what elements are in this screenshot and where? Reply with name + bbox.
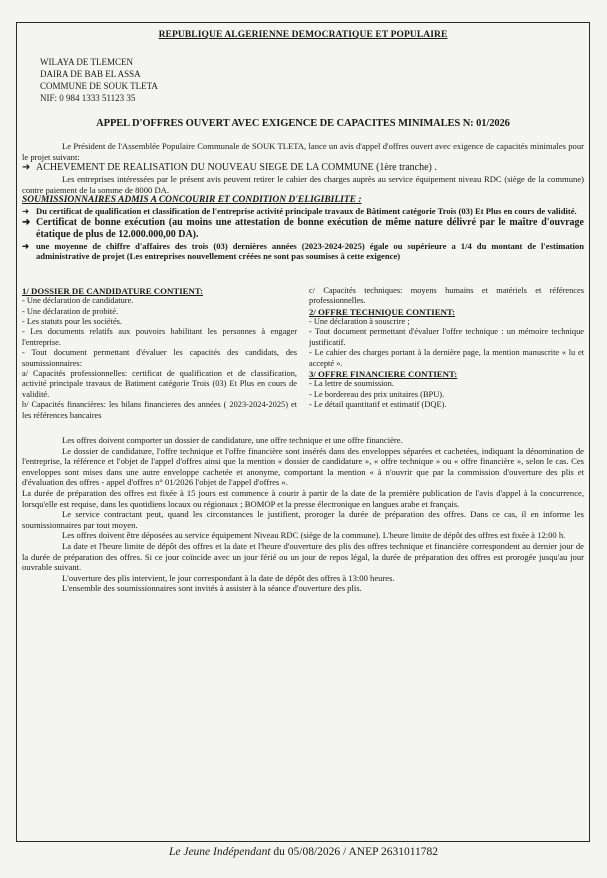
technical-item: - Le cahier des charges portant à la dernière page, la mention manuscrite « lu et accepté ». bbox=[309, 348, 584, 368]
financial-item: - Le bordereau des prix unitaires (BPU). bbox=[309, 389, 445, 399]
notice-title: APPEL D'OFFRES OUVERT AVEC EXIGENCE DE CAPACITES MINIMALES N: 01/2026 bbox=[96, 118, 510, 129]
publication-date: 05/08/2026 bbox=[287, 846, 341, 858]
procedure-paragraph: L'ouverture des plis intervient, le jour correspondant à la date de dépôt des offres à 13:00 heures. bbox=[62, 572, 395, 583]
newspaper-name: Le Jeune Indépendant bbox=[168, 846, 271, 858]
condition-item bbox=[22, 241, 584, 262]
financial-item: - La lettre de soumission. bbox=[309, 379, 394, 389]
technical-item: - Tout document permettant d'évaluer l'offre technique : un mémoire technique justificatif. bbox=[309, 327, 584, 347]
condition-text: Certificat de bonne exécution (au moins une attestation de bonne exécution de même nature délivré par le maître d'ouvrage étatique de plus de 12.000.000,00 DA). bbox=[36, 216, 584, 240]
project-item bbox=[22, 162, 584, 174]
arrow-bullet-icon: ➜ bbox=[22, 216, 31, 228]
notice-content bbox=[22, 27, 584, 594]
condition-item bbox=[22, 206, 584, 217]
procedure-paragraph: La date et l'heure limite de dépôt des offres et la date et l'heure d'ouverture des plis des offres technique et financière correspondent au dernier jour de la durée de préparation des offres. Si ce jour coïncide avec un jour férié ou un jour de repos légal, la durée de préparation des offres est prorogée jusqu'au jour ouvrable suivant. bbox=[22, 540, 584, 573]
technical-item: - Une déclaration à souscrire ; bbox=[309, 316, 410, 326]
condition-text: Du certificat de qualification et classification de l'entreprise activité principale travaux de Bâtiment catégorie Trois (03) Et Plus en cours de validité. bbox=[36, 205, 577, 216]
footer-separator: / bbox=[340, 846, 349, 858]
intro-paragraph: Le Président de l'Assemblée Populaire Communale de SOUK TLETA, lance un avis d'appel d'offres ouvert avec exigence de capacités minimales pour le projet suivant: bbox=[22, 141, 584, 162]
republic-heading: REPUBLIQUE ALGERIENNE DEMOCRATIQUE ET POPULAIRE bbox=[158, 30, 448, 40]
arrow-bullet-icon: ➜ bbox=[22, 205, 30, 216]
candidature-item: - Les documents relatifs aux pouvoirs habilitant les personnes à engager l'entreprise. bbox=[22, 327, 297, 347]
conditions-heading: SOUMISSIONNAIRES ADMIS A CONCOURIR ET CONDITION D'ELIGIBILITE : bbox=[22, 195, 362, 206]
procedure-paragraph: L'ensemble des soumissionnaires sont invités à assister à la séance d'ouverture des plis. bbox=[62, 583, 362, 594]
candidature-item: a/ Capacités professionnelles: certificat de qualification et de classification, activité principale travaux de Batiment catégorie Trois (03) Et Plus en cours de validité. bbox=[22, 369, 297, 399]
publication-footer bbox=[0, 846, 607, 858]
procedure-paragraph: La durée de préparation des offres est fixée à 15 jours est commence à courir à partir de la date de la première publication de l'avis d'appel à la concurrence, lorsqu'elle est requise, dans les quotidiens locaux ou régionaux ; BOMOP et la presse électronique en langues arabe et français. bbox=[22, 488, 584, 509]
technical-offer-heading: 2/ OFFRE TECHNIQUE CONTIENT: bbox=[309, 306, 456, 317]
technical-capacities: c/ Capacités techniques: moyens humains et matériels et références professionnelles. bbox=[309, 285, 584, 306]
offers-column bbox=[309, 286, 584, 421]
procedure-paragraph: Les offres doivent être déposées au service équipement Niveau RDC (siège de la commune). L'heure limite de dépôt des offres est fixée à 12:00 h. bbox=[62, 530, 566, 541]
candidature-item: - Une déclaration de probité. bbox=[22, 306, 119, 316]
footer-du: du bbox=[270, 846, 288, 858]
candidature-item: - Une déclaration de candidature. bbox=[22, 296, 134, 306]
arrow-bullet-icon: ➜ bbox=[22, 162, 31, 174]
financial-offer-heading: 3/ OFFRE FINANCIERE CONTIENT: bbox=[309, 369, 458, 379]
candidature-item: b/ Capacités financières: les bilans financieres des années ( 2023-2024-2025) et les références bancaires bbox=[22, 400, 297, 420]
arrow-bullet-icon: ➜ bbox=[22, 240, 30, 251]
financial-item: - Le détail quantitatif et estimatif (DQE). bbox=[309, 400, 447, 410]
wilaya-line: WILAYA DE TLEMCEN bbox=[40, 57, 133, 67]
procedure-paragraph: Les offres doivent comporter un dossier de candidature, une offre technique et une offre financière. bbox=[62, 435, 403, 446]
candidature-column bbox=[22, 286, 297, 421]
candidature-item: - Tout document permettant d'évaluer les capacités des candidats, des soumissionnaires: bbox=[22, 348, 297, 368]
intro-section bbox=[22, 141, 584, 262]
nif-line: NIF: 0 984 1333 51123 35 bbox=[40, 93, 136, 103]
procedure-paragraph: Le dossier de candidature, l'offre technique et l'offre financière sont insérés dans des enveloppes séparées et cachetées, indiquant la dénomination de l'entreprise, la référence et l'objet de l'appel d'offres ainsi que la mention « dossier de candidature », « offre technique » ou « offre financière », selon le cas. Ces enveloppes sont mises dans une autre enveloppe cachetée et anonyme, comportant la mention « à n'ouvrir que par la commission d'ouverture des plis et d'évaluation des offres - appel d'offres n° 01/2026 l'objet de l'appel d'offres ». bbox=[22, 445, 584, 488]
requirements-columns bbox=[22, 286, 584, 421]
condition-text: une moyenne de chiffre d'affaires des trois (03) dernières années (2023-2024-2025) égale ou supérieure a 1/4 du montant de l'estimation administrative de projet (Les entreprises nouvellement créées ne sont pas soumises à cette exigence) bbox=[36, 240, 584, 262]
candidature-item: - Les statuts pour les sociétés. bbox=[22, 316, 123, 326]
candidature-heading: 1/ DOSSIER DE CANDIDATURE CONTIENT: bbox=[22, 285, 204, 296]
eligible-paragraph: Les entreprises intéressées par le présent avis peuvent retirer le cahier des charges auprès au service équipement niveau RDC (siège de la commune) contre paiement de la somme de 8000 DA. bbox=[22, 174, 584, 195]
procedure-paragraph: Le service contractant peut, quand les circonstances le justifient, proroger la durée de préparation des offres. Dans ce cas, il en informe les soumissionnaires par tout moyen. bbox=[22, 509, 584, 530]
administration-block bbox=[40, 56, 584, 104]
anep-reference: ANEP 2631011782 bbox=[348, 846, 439, 858]
commune-line: COMMUNE DE SOUK TLETA bbox=[40, 81, 158, 91]
condition-item bbox=[22, 217, 584, 241]
daira-line: DAIRA DE BAB EL ASSA bbox=[40, 69, 141, 79]
project-text: ACHEVEMENT DE REALISATION DU NOUVEAU SIEGE DE LA COMMUNE (1ère tranche) . bbox=[36, 162, 437, 174]
procedure-section bbox=[22, 435, 584, 594]
